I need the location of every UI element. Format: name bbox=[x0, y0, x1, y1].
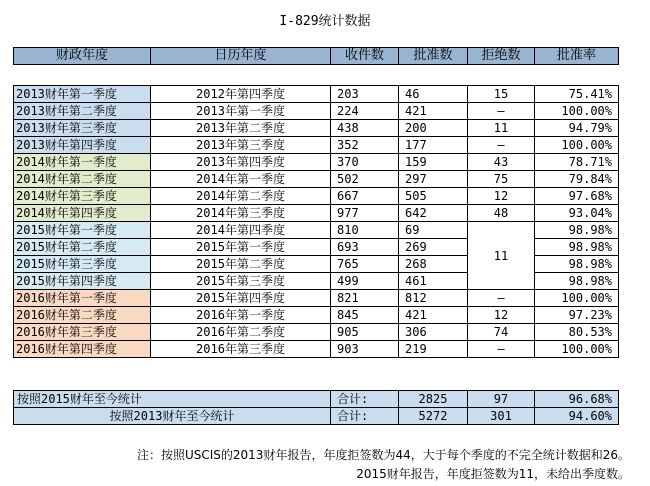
approval-rate-cell: 98.98% bbox=[535, 222, 619, 239]
table-row bbox=[14, 307, 619, 324]
header-row bbox=[14, 48, 619, 65]
fiscal-year-cell: 2013财年第一季度 bbox=[14, 86, 151, 103]
total-label: 按照2015财年至今统计 bbox=[14, 391, 331, 408]
fiscal-year-cell: 2016财年第四季度 bbox=[14, 341, 151, 358]
total-rejected: 301 bbox=[468, 408, 535, 425]
fiscal-year-cell: 2015财年第三季度 bbox=[14, 256, 151, 273]
total-rejected: 97 bbox=[468, 391, 535, 408]
col-approved: 批准数 bbox=[399, 48, 468, 65]
calendar-year-cell: 2015年第二季度 bbox=[151, 256, 331, 273]
rejected-cell: – bbox=[468, 290, 535, 307]
fiscal-year-cell: 2013财年第二季度 bbox=[14, 103, 151, 120]
table-row bbox=[14, 188, 619, 205]
approved-cell: 69 bbox=[399, 222, 468, 239]
approval-rate-cell: 98.98% bbox=[535, 273, 619, 290]
received-cell: 502 bbox=[331, 171, 399, 188]
received-cell: 224 bbox=[331, 103, 399, 120]
approval-rate-cell: 100.00% bbox=[535, 137, 619, 154]
received-cell: 499 bbox=[331, 273, 399, 290]
calendar-year-cell: 2013年第一季度 bbox=[151, 103, 331, 120]
fiscal-year-cell: 2013财年第三季度 bbox=[14, 120, 151, 137]
received-cell: 845 bbox=[331, 307, 399, 324]
fiscal-year-cell: 2013财年第四季度 bbox=[14, 137, 151, 154]
approved-cell: 505 bbox=[399, 188, 468, 205]
totals-table bbox=[13, 390, 619, 425]
total-rate: 96.68% bbox=[535, 391, 619, 408]
approved-cell: 421 bbox=[399, 103, 468, 120]
table-row bbox=[14, 120, 619, 137]
received-cell: 977 bbox=[331, 205, 399, 222]
calendar-year-cell: 2013年第三季度 bbox=[151, 137, 331, 154]
table-row bbox=[14, 341, 619, 358]
approval-rate-cell: 93.04% bbox=[535, 205, 619, 222]
table-row bbox=[14, 154, 619, 171]
col-fiscal-year: 财政年度 bbox=[14, 48, 151, 65]
data-table-body bbox=[14, 86, 619, 358]
col-approval-rate: 批准率 bbox=[535, 48, 619, 65]
approval-rate-cell: 100.00% bbox=[535, 290, 619, 307]
rejected-cell: – bbox=[468, 341, 535, 358]
calendar-year-cell: 2014年第一季度 bbox=[151, 171, 331, 188]
approved-cell: 177 bbox=[399, 137, 468, 154]
approval-rate-cell: 79.84% bbox=[535, 171, 619, 188]
total-row-2015 bbox=[14, 391, 619, 408]
total-label: 按照2013财年至今统计 bbox=[14, 408, 331, 425]
footnote-line-2: 2015财年报告，年度拒签数为11，未给出季度数。 bbox=[356, 467, 630, 481]
approved-cell: 269 bbox=[399, 239, 468, 256]
approved-cell: 200 bbox=[399, 120, 468, 137]
calendar-year-cell: 2012年第四季度 bbox=[151, 86, 331, 103]
fiscal-year-cell: 2016财年第三季度 bbox=[14, 324, 151, 341]
fiscal-year-cell: 2014财年第一季度 bbox=[14, 154, 151, 171]
received-cell: 203 bbox=[331, 86, 399, 103]
received-cell: 693 bbox=[331, 239, 399, 256]
approval-rate-cell: 98.98% bbox=[535, 239, 619, 256]
rejected-cell: 12 bbox=[468, 307, 535, 324]
approved-cell: 159 bbox=[399, 154, 468, 171]
approval-rate-cell: 100.00% bbox=[535, 103, 619, 120]
fiscal-year-cell: 2015财年第一季度 bbox=[14, 222, 151, 239]
rejected-cell: – bbox=[468, 103, 535, 120]
received-cell: 667 bbox=[331, 188, 399, 205]
rejected-cell: 11 bbox=[468, 222, 535, 290]
received-cell: 765 bbox=[331, 256, 399, 273]
data-table bbox=[13, 85, 619, 358]
total-rate: 94.60% bbox=[535, 408, 619, 425]
total-approved: 5272 bbox=[399, 408, 468, 425]
rejected-cell: 43 bbox=[468, 154, 535, 171]
fiscal-year-cell: 2016财年第一季度 bbox=[14, 290, 151, 307]
received-cell: 352 bbox=[331, 137, 399, 154]
table-row bbox=[14, 205, 619, 222]
calendar-year-cell: 2013年第二季度 bbox=[151, 120, 331, 137]
footnote-line-1: 注：按照USCIS的2013财年报告，年度拒签数为44，大于每个季度的不完全统计数据和26。 bbox=[136, 448, 630, 462]
approved-cell: 642 bbox=[399, 205, 468, 222]
calendar-year-cell: 2016年第二季度 bbox=[151, 324, 331, 341]
rejected-cell: 12 bbox=[468, 188, 535, 205]
calendar-year-cell: 2014年第二季度 bbox=[151, 188, 331, 205]
approval-rate-cell: 98.98% bbox=[535, 256, 619, 273]
fiscal-year-cell: 2014财年第二季度 bbox=[14, 171, 151, 188]
approved-cell: 46 bbox=[399, 86, 468, 103]
total-sum-label: 合计: bbox=[331, 391, 399, 408]
calendar-year-cell: 2014年第四季度 bbox=[151, 222, 331, 239]
received-cell: 821 bbox=[331, 290, 399, 307]
fiscal-year-cell: 2014财年第三季度 bbox=[14, 188, 151, 205]
approved-cell: 461 bbox=[399, 273, 468, 290]
col-rejected: 拒绝数 bbox=[468, 48, 535, 65]
table-row bbox=[14, 86, 619, 103]
rejected-cell: 48 bbox=[468, 205, 535, 222]
page-title: I-829统计数据 bbox=[279, 14, 371, 29]
header-table bbox=[13, 47, 619, 65]
fiscal-year-cell: 2016财年第二季度 bbox=[14, 307, 151, 324]
table-row bbox=[14, 324, 619, 341]
calendar-year-cell: 2016年第三季度 bbox=[151, 341, 331, 358]
rejected-cell: – bbox=[468, 137, 535, 154]
total-row-2013 bbox=[14, 408, 619, 425]
approved-cell: 297 bbox=[399, 171, 468, 188]
rejected-cell: 74 bbox=[468, 324, 535, 341]
approval-rate-cell: 97.23% bbox=[535, 307, 619, 324]
approval-rate-cell: 78.71% bbox=[535, 154, 619, 171]
calendar-year-cell: 2013年第四季度 bbox=[151, 154, 331, 171]
total-approved: 2825 bbox=[399, 391, 468, 408]
received-cell: 905 bbox=[331, 324, 399, 341]
approval-rate-cell: 75.41% bbox=[535, 86, 619, 103]
table-row bbox=[14, 103, 619, 120]
fiscal-year-cell: 2015财年第二季度 bbox=[14, 239, 151, 256]
received-cell: 810 bbox=[331, 222, 399, 239]
approved-cell: 306 bbox=[399, 324, 468, 341]
table-row bbox=[14, 137, 619, 154]
total-sum-label: 合计: bbox=[331, 408, 399, 425]
approval-rate-cell: 80.53% bbox=[535, 324, 619, 341]
rejected-cell: 15 bbox=[468, 86, 535, 103]
table-row bbox=[14, 171, 619, 188]
rejected-cell: 75 bbox=[468, 171, 535, 188]
received-cell: 903 bbox=[331, 341, 399, 358]
fiscal-year-cell: 2015财年第四季度 bbox=[14, 273, 151, 290]
col-received: 收件数 bbox=[331, 48, 399, 65]
received-cell: 370 bbox=[331, 154, 399, 171]
table-row bbox=[14, 290, 619, 307]
table-row bbox=[14, 222, 619, 239]
calendar-year-cell: 2014年第三季度 bbox=[151, 205, 331, 222]
calendar-year-cell: 2015年第四季度 bbox=[151, 290, 331, 307]
approved-cell: 812 bbox=[399, 290, 468, 307]
approved-cell: 219 bbox=[399, 341, 468, 358]
fiscal-year-cell: 2014财年第四季度 bbox=[14, 205, 151, 222]
calendar-year-cell: 2016年第一季度 bbox=[151, 307, 331, 324]
approved-cell: 421 bbox=[399, 307, 468, 324]
approval-rate-cell: 97.68% bbox=[535, 188, 619, 205]
col-calendar-year: 日历年度 bbox=[151, 48, 331, 65]
calendar-year-cell: 2015年第三季度 bbox=[151, 273, 331, 290]
approved-cell: 268 bbox=[399, 256, 468, 273]
approval-rate-cell: 94.79% bbox=[535, 120, 619, 137]
calendar-year-cell: 2015年第一季度 bbox=[151, 239, 331, 256]
approval-rate-cell: 100.00% bbox=[535, 341, 619, 358]
rejected-cell: 11 bbox=[468, 120, 535, 137]
received-cell: 438 bbox=[331, 120, 399, 137]
